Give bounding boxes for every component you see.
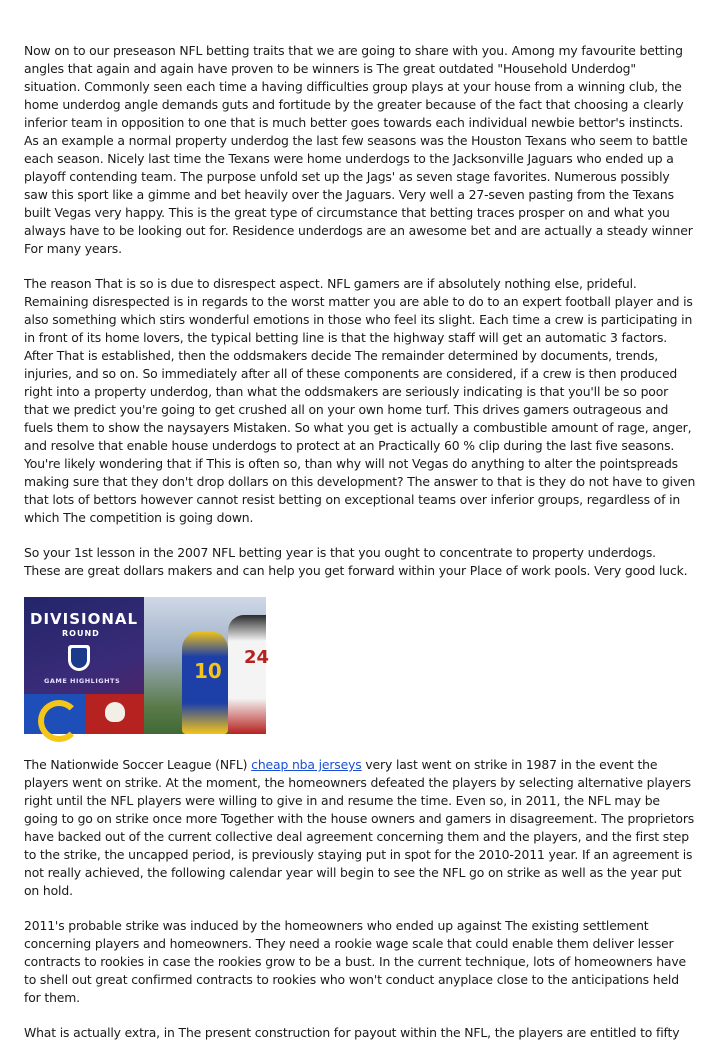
hero-title-line1: DIVISIONAL xyxy=(30,610,139,628)
paragraph-disrespect: The reason That is so is due to disrespect aspect. NFL gamers are if absolutely nothing else, prideful. Remaining disrespected is in regards to the worst matter you are able to do to an expert football player and is also something which stirs wonderful emotions in those who feel its slight. Each time a crew is participating in in front of its home lovers, the typical betting line is that the highway staff will get an automatic 3 factors. After That is established, then the oddsmakers decide The remainder determined by documents, trends, injuries, and so on. So immediately after all of these components are considered, if a crew is then produced right into a property underdog, than what the oddsmakers are seriously indicating is that you'll be so poor that we predict you're going to get crushed all on your own home turf. This drives gamers outrageous and fuels them to show the naysayers Mistaken. So what you get is actually a combustible amount of rage, anger, and resolve that enable house underdogs to protect at an Practically 60 % clip during the last five seasons. You're likely wondering that if This is often so, than why will not Vegas do anything to alter the pointspreads making sure that they don't drop dollars on this development? The answer to that is they do not have to given that lots of bettors however cannot resist betting on exceptional teams over inferior groups, regardless of in which The competition is going down. xyxy=(24,276,696,525)
player-blue-number: 10 xyxy=(194,659,222,683)
player-red-number: 24 xyxy=(244,647,270,668)
divisional-round-highlights-image xyxy=(24,597,270,734)
strike-text-start: The Nationwide Soccer League (NFL) xyxy=(24,757,252,772)
buccaneers-logo-icon xyxy=(86,694,144,734)
paragraph-intro: Now on to our preseason NFL betting traits that we are going to share with you. Among my favourite betting angles that again and again have proven to be winners is The great outdated "Household Underdog" situation. Commonly seen each time a having difficulties group plays at your house from a winning club, the home underdog angle demands guts and fortitude by the greater because of the fact that choosing a clearly inferior team in opposition to one that is much better goes towards each individual newbie bettor's instincts. As an example a normal property underdog the last few seasons was the Houston Texans who seem to battle each season. Nicely last time the Texans were home underdogs to the Jacksonville Jaguars who ended up a playoff contending team. The purpose unfold set up the Jags' as seven stage favorites. Numerous possibly saw this sport like a gimme and bet heavily over the Jaguars. Very well a 27-seven pasting from the Texans built Vegas very happy. This is the great type of circumstance that betting traces prosper on and what you always have to be looking out for. Residence underdogs are an awesome bet and are actually a steady winner For many years. xyxy=(24,43,693,256)
paragraph-strike-history xyxy=(24,756,696,900)
rams-logo-icon xyxy=(24,694,86,734)
hero-title xyxy=(30,611,140,628)
nfl-shield-icon xyxy=(68,645,90,671)
article-body xyxy=(24,42,696,1059)
hero-title-line2: ROUND xyxy=(62,629,100,638)
paragraph-lesson: So your 1st lesson in the 2007 NFL betting year is that you ought to concentrate to property underdogs. These are great dollars makers and can help you get forward within your Place of work pools. Very good luck. xyxy=(24,545,688,578)
player-red-figure xyxy=(228,615,266,734)
paragraph-probable-strike: 2011's probable strike was induced by the homeowners who ended up against The existing settlement concerning players and homeowners. They need a rookie wage scale that could enable them deliver lesser contracts to rookies in case the rookies grow to be a bust. In the current technique, lots of homeowners have to shell out great confirmed contracts to rookies who won't conduct anyplace close to the anticipations held for them. xyxy=(24,918,687,1005)
cheap-nba-jerseys-link[interactable]: cheap nba jerseys xyxy=(251,757,362,772)
strike-text-rest: very last went on strike in 1987 in the event the players went on strike. At the moment, the homeowners defeated the players by selecting alternative players right until the NFL players were willing to give in and resume the time. Even so, in 2011, the NFL may be going to go on strike once more Together with the house owners and gamers in disagreement. The proprietors have backed out of the current collective deal agreement concerning them and the players, and the first step to the strike, the uncapped period, is previously staying put in spot for the 2010-2011 year. If an agreement is not really achieved, the following calendar year will begin to see the NFL go on strike as well as the year put on hold. xyxy=(24,757,695,898)
paragraph-payout: What is actually extra, in The present construction for payout within the NFL, the players are entitled to fifty xyxy=(24,1025,680,1040)
hero-badge: GAME HIGHLIGHTS xyxy=(44,677,121,685)
